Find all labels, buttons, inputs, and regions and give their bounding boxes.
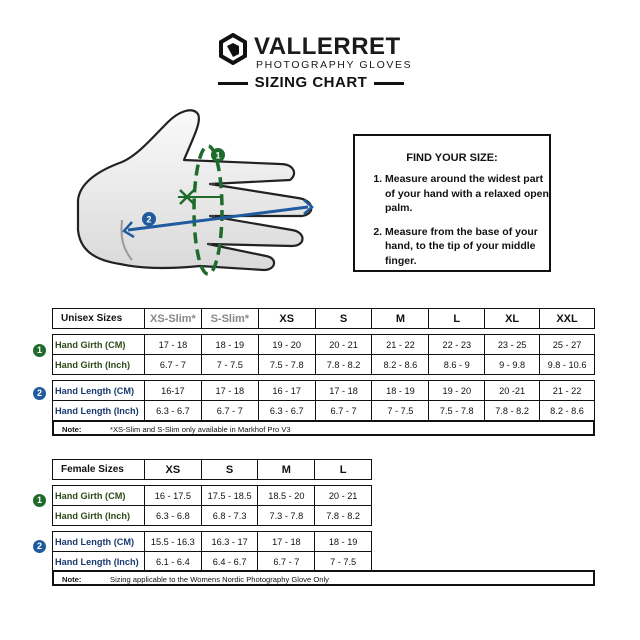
unisex-header-row bbox=[53, 309, 595, 329]
table-cell: 18 - 19 bbox=[372, 381, 429, 401]
table-cell: 6.3 - 6.8 bbox=[144, 506, 201, 526]
size-header: L bbox=[429, 309, 485, 329]
table-cell: 16.3 - 17 bbox=[201, 532, 258, 552]
table-cell: 16 - 17.5 bbox=[144, 486, 201, 506]
find-steps bbox=[369, 172, 549, 277]
table-cell: 6.7 - 7 bbox=[258, 552, 315, 572]
table-cell: 8.2 - 8.6 bbox=[540, 401, 595, 421]
table-cell: 8.2 - 8.6 bbox=[372, 355, 429, 375]
unisex-size-table bbox=[52, 308, 595, 421]
row-label: Hand Length (Inch) bbox=[53, 401, 145, 421]
table-cell: 17 - 18 bbox=[201, 381, 258, 401]
row-label: Hand Length (Inch) bbox=[53, 552, 145, 572]
table-cell: 6.4 - 6.7 bbox=[201, 552, 258, 572]
note-text: Sizing applicable to the Womens Nordic Photography Glove Only bbox=[110, 575, 329, 584]
table-cell: 7.5 - 7.8 bbox=[258, 355, 315, 375]
table-cell: 21 - 22 bbox=[372, 335, 429, 355]
table-cell: 6.7 - 7 bbox=[201, 401, 258, 421]
find-step-1: 1. Measure around the widest part of your hand with a relaxed open palm. bbox=[385, 172, 549, 216]
table-row bbox=[53, 381, 595, 401]
table-cell: 7.8 - 8.2 bbox=[315, 355, 372, 375]
unisex-note bbox=[52, 420, 595, 436]
table-row bbox=[53, 532, 372, 552]
size-header: S bbox=[315, 309, 372, 329]
table-cell: 7.8 - 8.2 bbox=[315, 506, 372, 526]
title-rule-right bbox=[374, 82, 404, 85]
table-cell: 17 - 18 bbox=[144, 335, 201, 355]
table-cell: 17 - 18 bbox=[315, 381, 372, 401]
female-length-badge-icon: 2 bbox=[33, 540, 46, 553]
row-label: Hand Length (CM) bbox=[53, 532, 145, 552]
table-cell: 16 - 17 bbox=[258, 381, 315, 401]
row-label: Hand Girth (CM) bbox=[53, 335, 145, 355]
size-header: XS-Slim* bbox=[144, 309, 201, 329]
table-cell: 15.5 - 16.3 bbox=[144, 532, 201, 552]
table-cell: 6.8 - 7.3 bbox=[201, 506, 258, 526]
note-key: Note: bbox=[62, 575, 82, 584]
size-header: S-Slim* bbox=[201, 309, 258, 329]
logo-mark-icon bbox=[218, 33, 248, 65]
table-cell: 7 - 7.5 bbox=[201, 355, 258, 375]
table-row bbox=[53, 486, 372, 506]
female-label: Female Sizes bbox=[53, 460, 145, 480]
table-cell: 18.5 - 20 bbox=[258, 486, 315, 506]
brand-tagline: PHOTOGRAPHY GLOVES bbox=[256, 59, 413, 71]
table-cell: 7 - 7.5 bbox=[315, 552, 372, 572]
unisex-label: Unisex Sizes bbox=[53, 309, 145, 329]
unisex-length-badge-icon: 2 bbox=[33, 387, 46, 400]
table-cell: 25 - 27 bbox=[540, 335, 595, 355]
page-title-block bbox=[218, 73, 404, 93]
row-label: Hand Length (CM) bbox=[53, 381, 145, 401]
table-row bbox=[53, 401, 595, 421]
table-cell: 7.3 - 7.8 bbox=[258, 506, 315, 526]
marker-2-label: 2 bbox=[146, 214, 152, 225]
table-cell: 6.3 - 6.7 bbox=[258, 401, 315, 421]
table-cell: 19 - 20 bbox=[429, 381, 485, 401]
table-cell: 8.6 - 9 bbox=[429, 355, 485, 375]
table-cell: 20 -21 bbox=[485, 381, 540, 401]
size-header: M bbox=[258, 460, 315, 480]
table-row bbox=[53, 335, 595, 355]
size-header: S bbox=[201, 460, 258, 480]
hand-illustration bbox=[60, 100, 320, 285]
find-your-size-box bbox=[353, 134, 551, 272]
female-note bbox=[52, 570, 595, 586]
page-title: SIZING CHART bbox=[254, 74, 368, 91]
table-cell: 6.7 - 7 bbox=[315, 401, 372, 421]
table-row bbox=[53, 355, 595, 375]
table-cell: 22 - 23 bbox=[429, 335, 485, 355]
table-cell: 9.8 - 10.6 bbox=[540, 355, 595, 375]
size-header: XL bbox=[485, 309, 540, 329]
table-cell: 7.8 - 8.2 bbox=[485, 401, 540, 421]
female-size-table bbox=[52, 459, 372, 572]
table-cell: 6.7 - 7 bbox=[144, 355, 201, 375]
table-cell: 18 - 19 bbox=[201, 335, 258, 355]
table-cell: 23 - 25 bbox=[485, 335, 540, 355]
table-row bbox=[53, 506, 372, 526]
table-cell: 17.5 - 18.5 bbox=[201, 486, 258, 506]
size-header: XXL bbox=[540, 309, 595, 329]
marker-1-label: 1 bbox=[215, 150, 221, 161]
table-cell: 21 - 22 bbox=[540, 381, 595, 401]
table-cell: 18 - 19 bbox=[315, 532, 372, 552]
table-cell: 17 - 18 bbox=[258, 532, 315, 552]
table-cell: 20 - 21 bbox=[315, 486, 372, 506]
note-key: Note: bbox=[62, 425, 82, 434]
table-cell: 7.5 - 7.8 bbox=[429, 401, 485, 421]
row-label: Hand Girth (Inch) bbox=[53, 506, 145, 526]
size-header: L bbox=[315, 460, 372, 480]
size-header: XS bbox=[144, 460, 201, 480]
size-header: M bbox=[372, 309, 429, 329]
row-label: Hand Girth (CM) bbox=[53, 486, 145, 506]
table-cell: 19 - 20 bbox=[258, 335, 315, 355]
table-row bbox=[53, 552, 372, 572]
table-cell: 7 - 7.5 bbox=[372, 401, 429, 421]
unisex-girth-badge-icon: 1 bbox=[33, 344, 46, 357]
table-cell: 20 - 21 bbox=[315, 335, 372, 355]
female-header-row bbox=[53, 460, 372, 480]
brand-logo bbox=[218, 33, 413, 71]
note-text: *XS-Slim and S-Slim only available in Markhof Pro V3 bbox=[110, 425, 291, 434]
brand-name: VALLERRET bbox=[254, 33, 401, 60]
table-cell: 16-17 bbox=[144, 381, 201, 401]
size-header: XS bbox=[258, 309, 315, 329]
table-cell: 6.3 - 6.7 bbox=[144, 401, 201, 421]
find-step-2: 2. Measure from the base of your hand, to the tip of your middle finger. bbox=[385, 225, 549, 269]
find-title: FIND YOUR SIZE: bbox=[406, 152, 498, 164]
female-girth-badge-icon: 1 bbox=[33, 494, 46, 507]
table-cell: 6.1 - 6.4 bbox=[144, 552, 201, 572]
row-label: Hand Girth (Inch) bbox=[53, 355, 145, 375]
table-cell: 9 - 9.8 bbox=[485, 355, 540, 375]
